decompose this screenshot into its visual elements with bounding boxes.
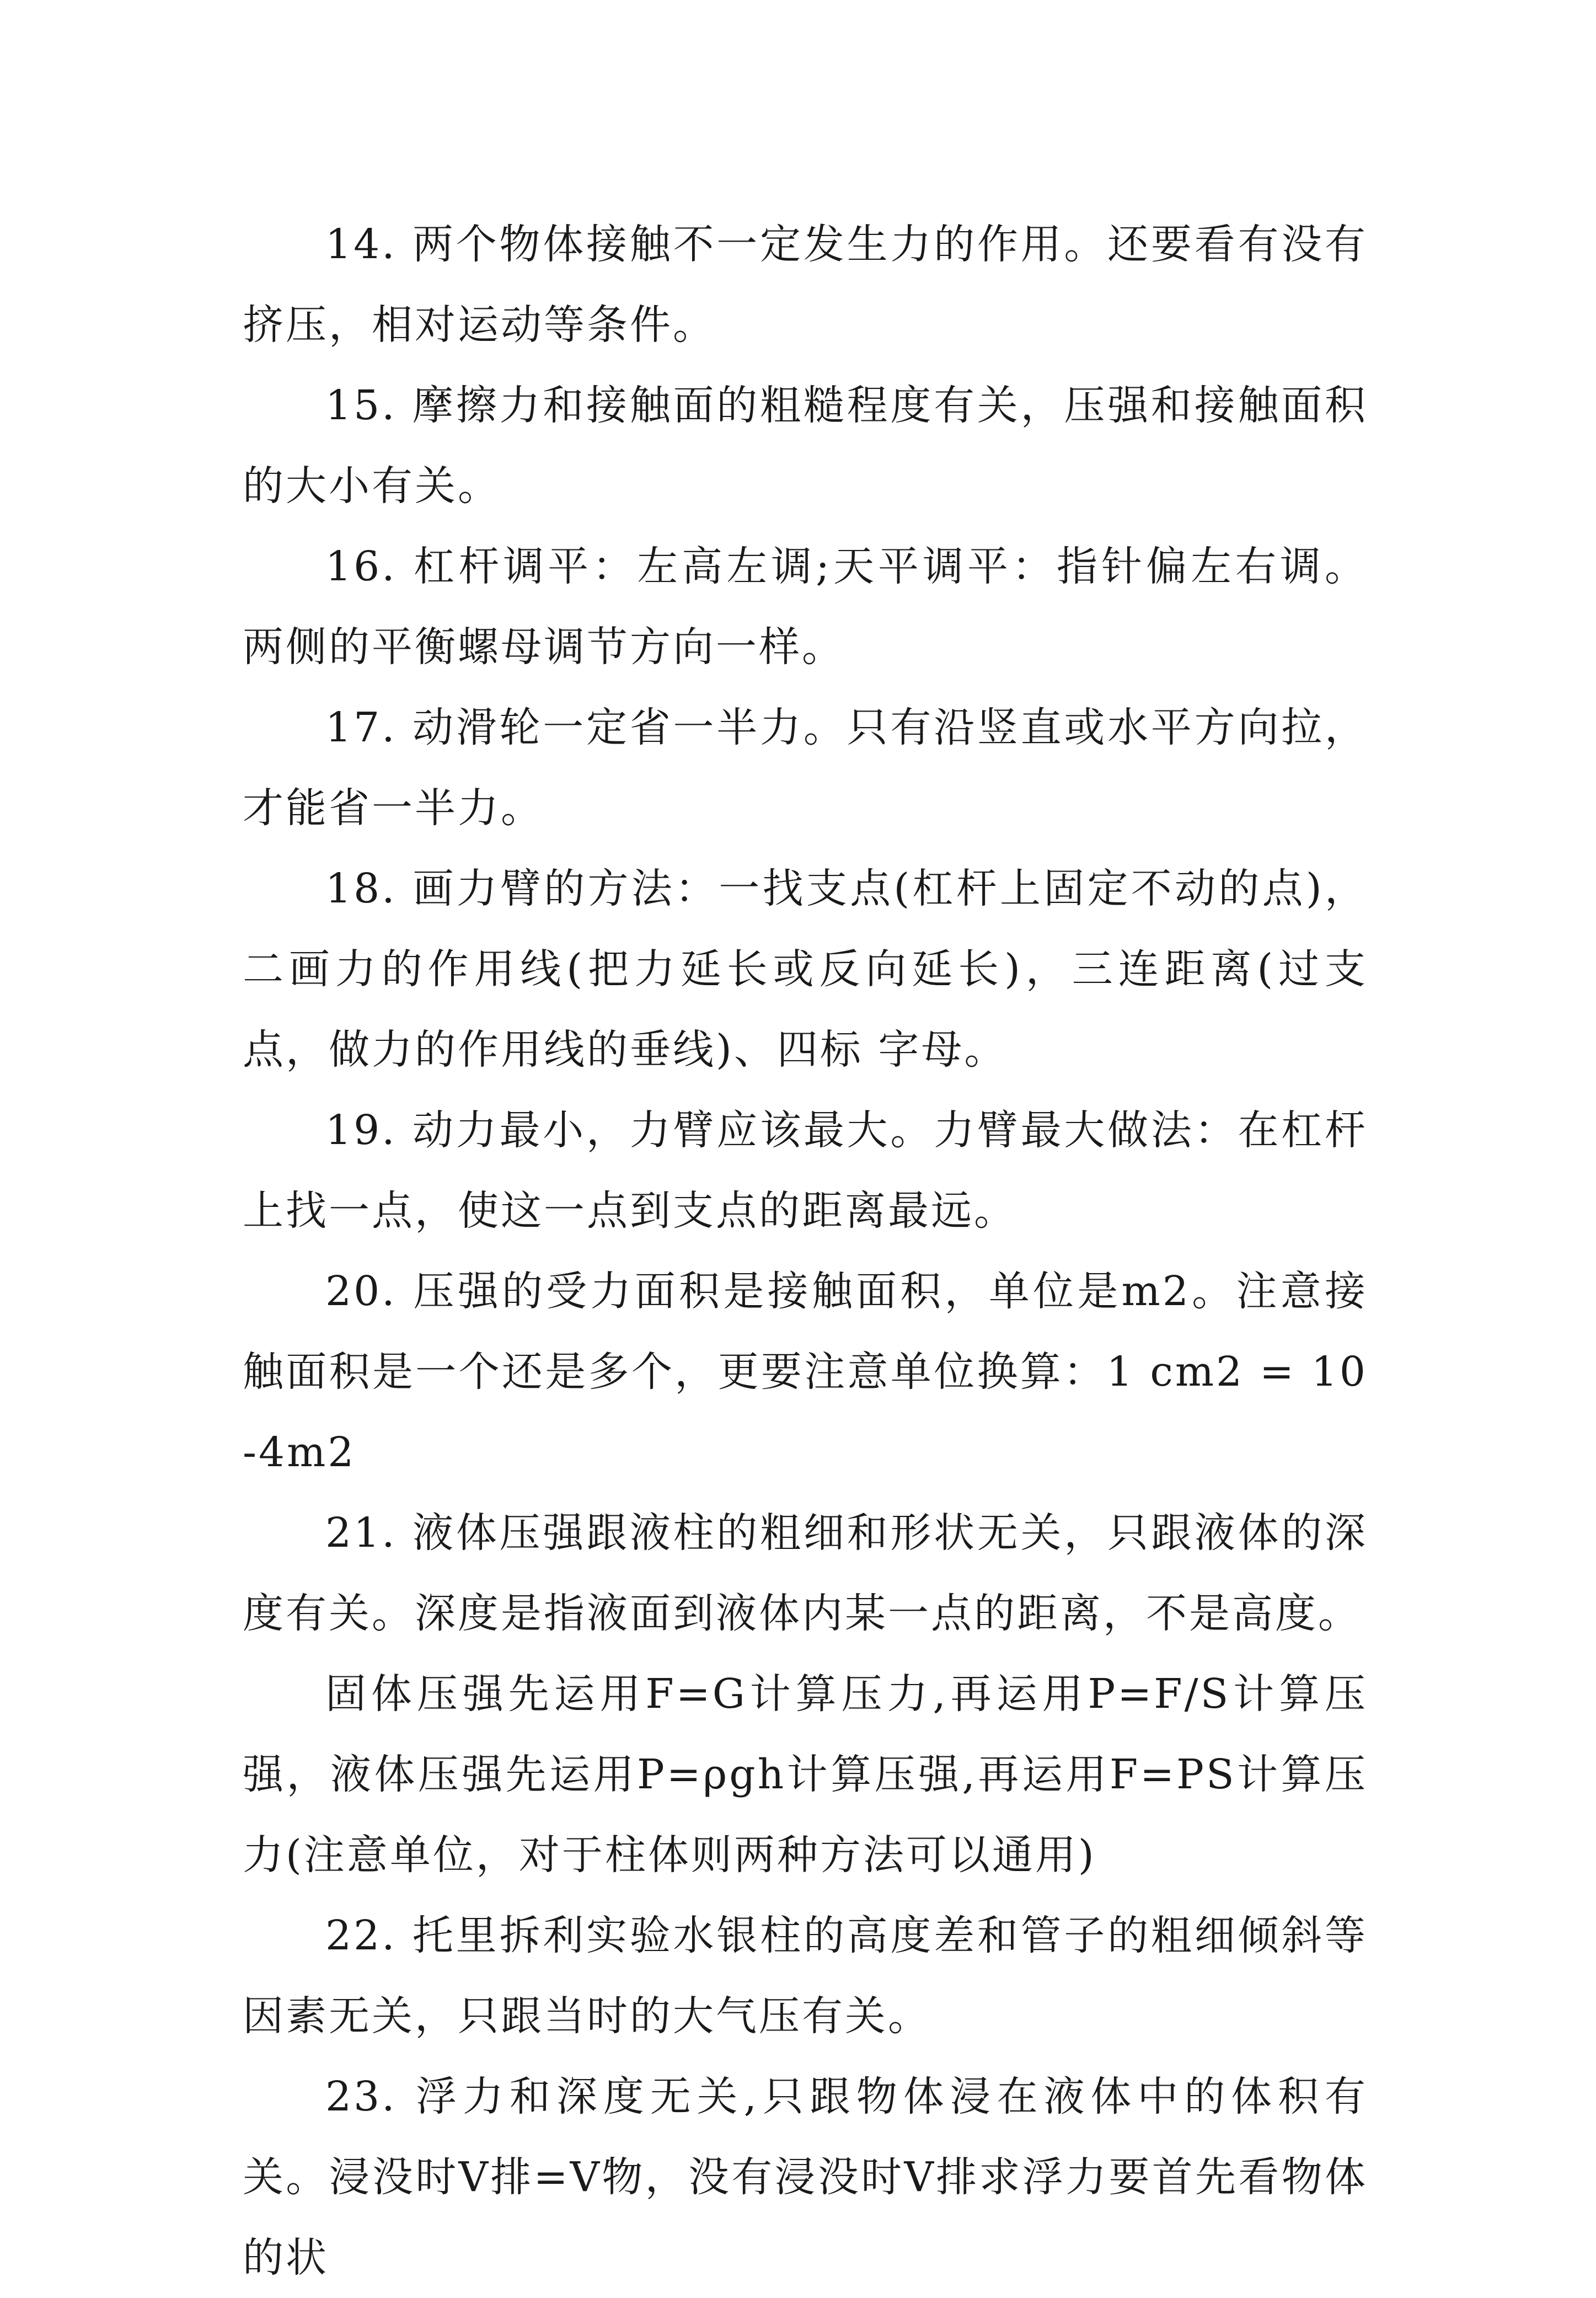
paragraph-23: 23. 浮力和深度无关,只跟物体浸在液体中的体积有关。浸没时V排=V物，没有浸没时V排求浮力要首先看物体的状 xyxy=(243,2073,1368,2281)
paragraph-15: 15. 摩擦力和接触面的粗糙程度有关，压强和接触面积的大小有关。 xyxy=(243,382,1368,510)
paragraph-22: 22. 托里拆利实验水银柱的高度差和管子的粗细倾斜等因素无关，只跟当时的大气压有关。 xyxy=(243,1912,1368,2040)
paragraph-21-note: 固体压强先运用F=G计算压力,再运用P=F/S计算压强，液体压强先运用P=ρgh计算压强,再运用F=PS计算压力(注意单位，对于柱体则两种方法可以通用) xyxy=(243,1670,1368,1879)
paragraph-17: 17. 动滑轮一定省一半力。只有沿竖直或水平方向拉，才能省一半力。 xyxy=(243,704,1368,832)
paragraph-21: 21. 液体压强跟液柱的粗细和形状无关，只跟液体的深度有关。深度是指液面到液体内某一点的距离，不是高度。 xyxy=(243,1509,1368,1637)
paragraph-19: 19. 动力最小，力臂应该最大。力臂最大做法：在杠杆上找一点，使这一点到支点的距离最远。 xyxy=(243,1107,1368,1234)
paragraph-14: 14. 两个物体接触不一定发生力的作用。还要看有没有挤压，相对运动等条件。 xyxy=(243,221,1368,349)
paragraph-20: 20. 压强的受力面积是接触面积，单位是m2。注意接触面积是一个还是多个，更要注意单位换算：1 cm2 = 10-4m2 xyxy=(243,1268,1368,1476)
paragraph-16: 16. 杠杆调平：左高左调;天平调平：指针偏左右调。两侧的平衡螺母调节方向一样。 xyxy=(243,543,1368,671)
document-body xyxy=(243,204,1368,2298)
paragraph-18: 18. 画力臂的方法：一找支点(杠杆上固定不动的点)，二画力的作用线(把力延长或反向延长)，三连距离(过支点，做力的作用线的垂线)、四标 字母。 xyxy=(243,865,1368,1073)
